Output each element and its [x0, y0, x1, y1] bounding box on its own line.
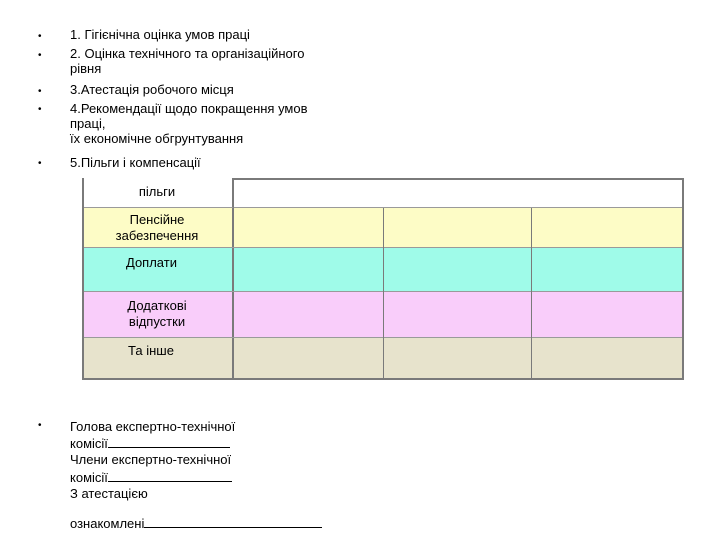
row-label-text: відпустки	[128, 314, 186, 329]
list-item-attestation	[70, 82, 234, 97]
column-divider	[531, 208, 532, 380]
signature-head-commission	[70, 435, 230, 451]
signature-text: комісії	[70, 470, 108, 485]
signature-head-label: Голова експертно-технічної	[70, 419, 236, 434]
list-item-text: 4.Рекомендації щодо покращення умов	[70, 101, 308, 116]
list-item-text: праці,	[70, 116, 106, 131]
list-item-hygiene	[70, 27, 250, 42]
bullet-icon: •	[38, 158, 42, 169]
signature-underline[interactable]	[144, 515, 322, 528]
signature-members-label: Члени експертно-технічної	[70, 452, 232, 467]
bullet-icon: •	[38, 86, 42, 97]
bullet-icon: •	[38, 50, 42, 61]
row-label-text: Додаткові	[127, 298, 187, 313]
row-label-text: Доплати	[126, 255, 177, 270]
signature-underline[interactable]	[108, 469, 232, 482]
list-item-benefits	[70, 155, 201, 170]
signature-underline[interactable]	[108, 435, 230, 448]
list-item-text: рівня	[70, 61, 102, 76]
list-item-recommendations	[70, 101, 308, 146]
row-label	[82, 338, 234, 380]
signature-attestation-label: З атестацією	[70, 486, 148, 501]
header-label: пільги	[138, 184, 176, 199]
column-divider	[383, 208, 384, 380]
bullet-icon: •	[38, 104, 42, 115]
row-label-text: Та інше	[128, 343, 174, 358]
bullet-icon: •	[38, 31, 42, 42]
row-label-text: забезпечення	[115, 228, 199, 243]
row-label	[82, 292, 234, 337]
header-cell-benefits	[82, 178, 234, 208]
signature-text: комісії	[70, 436, 108, 451]
list-item-text: 3.Атестація робочого місця	[70, 82, 234, 97]
row-label	[82, 248, 234, 291]
header-cell-blank	[234, 178, 684, 208]
list-item-text: 2. Оцінка технічного та організаційного	[70, 46, 305, 61]
row-label-text: Пенсійне	[129, 212, 185, 227]
list-item-text: 1. Гігієнічна оцінка умов праці	[70, 27, 250, 42]
benefits-table	[82, 178, 684, 380]
list-item-technical	[70, 46, 304, 76]
signature-acquainted	[70, 515, 322, 531]
bullet-icon: •	[38, 420, 42, 431]
signature-text: ознакомлені	[70, 516, 145, 531]
list-item-text: 5.Пільги і компенсації	[70, 155, 201, 170]
signature-members-commission	[70, 469, 232, 485]
list-item-text: їх економічне обгрунтування	[70, 131, 244, 146]
row-label	[82, 208, 234, 247]
